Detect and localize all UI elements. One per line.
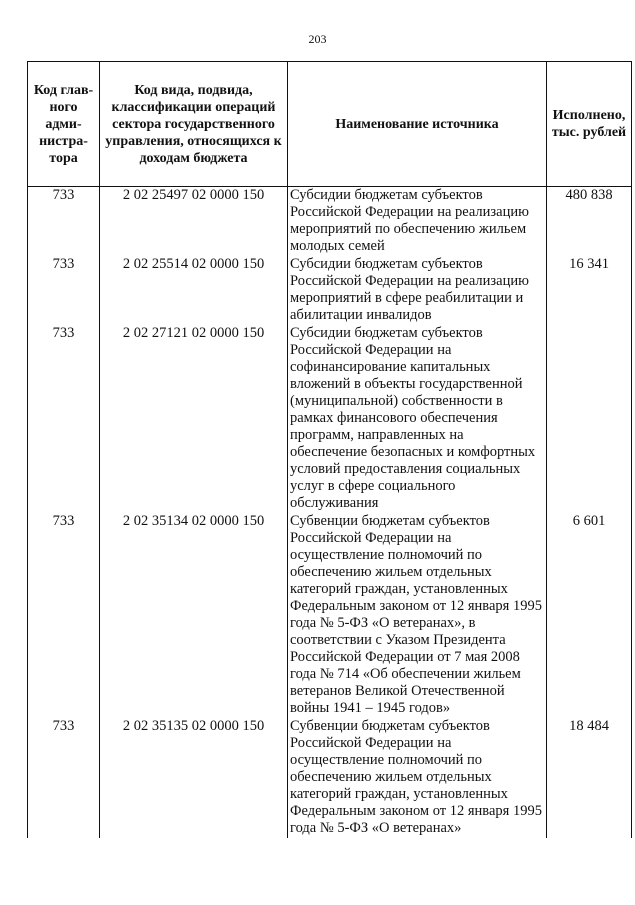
header-budget-code: Код вида, подвида, классификации операций сектора государственного управления, относящихся к доходам бюджета xyxy=(100,62,288,187)
page-number: 203 xyxy=(308,32,327,46)
source-name-cell: Субсидии бюджетам субъектов Российской Федерации на реализацию мероприятий в сфере реабилитации и абилитации инвалидов xyxy=(288,256,547,325)
header-admin-code: Код глав-ного адми-нистра-тора xyxy=(28,62,100,187)
amount-cell: 480 838 xyxy=(547,187,632,257)
table-row xyxy=(28,513,632,718)
budget-code-cell: 2 02 25514 02 0000 150 xyxy=(100,256,288,325)
admin-code-cell: 733 xyxy=(28,718,100,838)
table-row xyxy=(28,187,632,257)
amount-cell: 18 484 xyxy=(547,718,632,838)
source-name-cell: Субвенции бюджетам субъектов Российской Федерации на осуществление полномочий по обеспечению жильем отдельных категорий граждан, установленных Федеральным законом от 12 января 1995 года № 5-ФЗ «О ветеранах», в соответствии с Указом Президента Российской Федерации от 7 мая 2008 года № 714 «Об обеспечении жильем ветеранов Великой Отечественной войны 1941 – 1945 годов» xyxy=(288,513,547,718)
amount-cell: 16 341 xyxy=(547,256,632,325)
header-source-name: Наименование источника xyxy=(288,62,547,187)
source-name-cell: Субсидии бюджетам субъектов Российской Федерации на реализацию мероприятий по обеспечению жильем молодых семей xyxy=(288,187,547,257)
admin-code-cell: 733 xyxy=(28,325,100,513)
budget-code-cell: 2 02 27121 02 0000 150 xyxy=(100,325,288,513)
amount-cell: 6 601 xyxy=(547,513,632,718)
table-row xyxy=(28,325,632,513)
budget-revenue-table xyxy=(27,61,632,838)
budget-code-cell: 2 02 35134 02 0000 150 xyxy=(100,513,288,718)
source-name-cell: Субсидии бюджетам субъектов Российской Федерации на софинансирование капитальных вложений в объекты государственной (муниципальной) собственности в рамках финансового обеспечения программ, направленных на обеспечение безопасных и комфортных условий предоставления социальных услуг в сфере социального обслуживания xyxy=(288,325,547,513)
source-name-cell: Субвенции бюджетам субъектов Российской Федерации на осуществление полномочий по обеспечению жильем отдельных категорий граждан, установленных Федеральным законом от 12 января 1995 года № 5-ФЗ «О ветеранах» xyxy=(288,718,547,838)
budget-code-cell: 2 02 35135 02 0000 150 xyxy=(100,718,288,838)
admin-code-cell: 733 xyxy=(28,256,100,325)
header-amount: Исполнено, тыс. рублей xyxy=(547,62,632,187)
admin-code-cell: 733 xyxy=(28,187,100,257)
admin-code-cell: 733 xyxy=(28,513,100,718)
amount-cell xyxy=(547,325,632,513)
table-row xyxy=(28,256,632,325)
budget-code-cell: 2 02 25497 02 0000 150 xyxy=(100,187,288,257)
table-header-row xyxy=(28,62,632,187)
table-row xyxy=(28,718,632,838)
